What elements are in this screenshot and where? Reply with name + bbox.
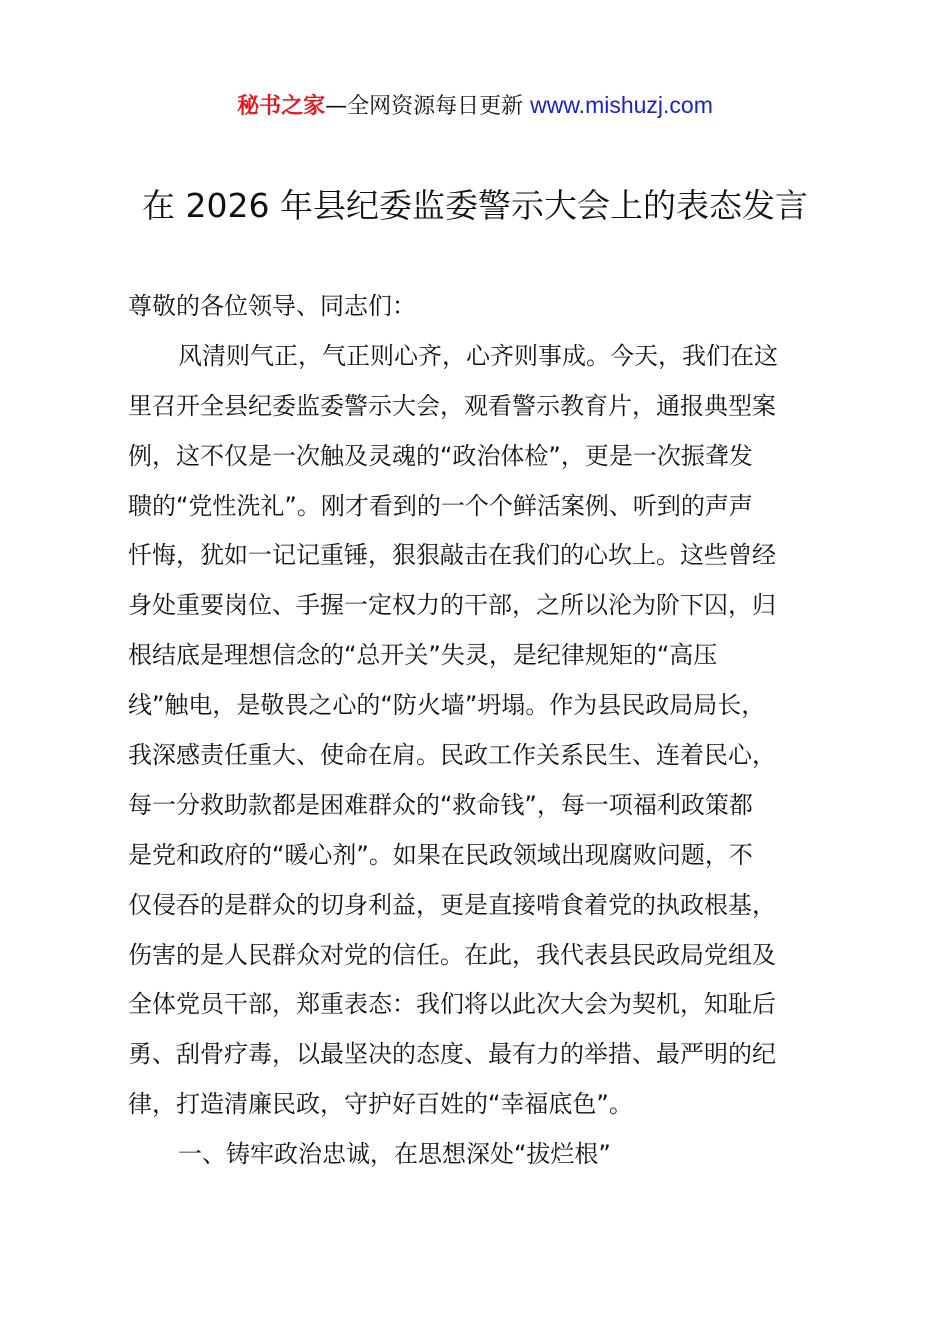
site-banner xyxy=(0,88,950,124)
body-line: 线”触电，是敬畏之心的“防火墙”坍塌。作为县民政局局长， xyxy=(128,691,766,720)
body-line: 例，这不仅是一次触及灵魂的“政治体检”，更是一次振聋发 xyxy=(128,441,753,470)
body-line: 勇、刮骨疗毒，以最坚决的态度、最有力的举措、最严明的纪 xyxy=(128,1040,776,1069)
site-tagline: —全网资源每日更新 xyxy=(325,94,531,119)
body-line: 每一分救助款都是困难群众的“救命钱”，每一项福利政策都 xyxy=(128,790,753,819)
body-line: 仅侵吞的是群众的切身利益，更是直接啃食着党的执政根基， xyxy=(128,890,776,919)
body-line: 聩的“党性洗礼”。刚才看到的一个个鲜活案例、听到的声声 xyxy=(128,491,753,520)
document-title: 在 2026 年县纪委监委警示大会上的表态发言 xyxy=(142,186,808,225)
body-line: 忏悔，犹如一记记重锤，狠狠敲击在我们的心坎上。这些曾经 xyxy=(128,541,776,570)
section-heading: 一、铸牢政治忠诚，在思想深处“拔烂根” xyxy=(178,1140,611,1169)
salutation: 尊敬的各位领导、同志们： xyxy=(128,292,416,320)
body-line: 风清则气正，气正则心齐，心齐则事成。今天，我们在这 xyxy=(178,341,778,370)
body-line: 律，打造清廉民政，守护好百姓的“幸福底色”。 xyxy=(128,1090,633,1119)
site-brand: 秘书之家 xyxy=(237,94,326,119)
site-url-link[interactable]: www.mishuzj.com xyxy=(530,92,713,118)
body-line: 身处重要岗位、手握一定权力的干部，之所以沦为阶下囚，归 xyxy=(128,591,776,620)
body-line: 我深感责任重大、使命在肩。民政工作关系民生、连着民心， xyxy=(128,741,776,770)
body-line: 全体党员干部，郑重表态：我们将以此次大会为契机，知耻后 xyxy=(128,990,776,1019)
body-line: 里召开全县纪委监委警示大会，观看警示教育片，通报典型案 xyxy=(128,391,776,420)
body-line: 根结底是理想信念的“总开关”失灵，是纪律规矩的“高压 xyxy=(128,641,718,670)
body-line: 是党和政府的“暖心剂”。如果在民政领域出现腐败问题，不 xyxy=(128,840,753,869)
document-body xyxy=(128,282,840,1180)
body-line: 伤害的是人民群众对党的信任。在此，我代表县民政局党组及 xyxy=(128,940,776,969)
